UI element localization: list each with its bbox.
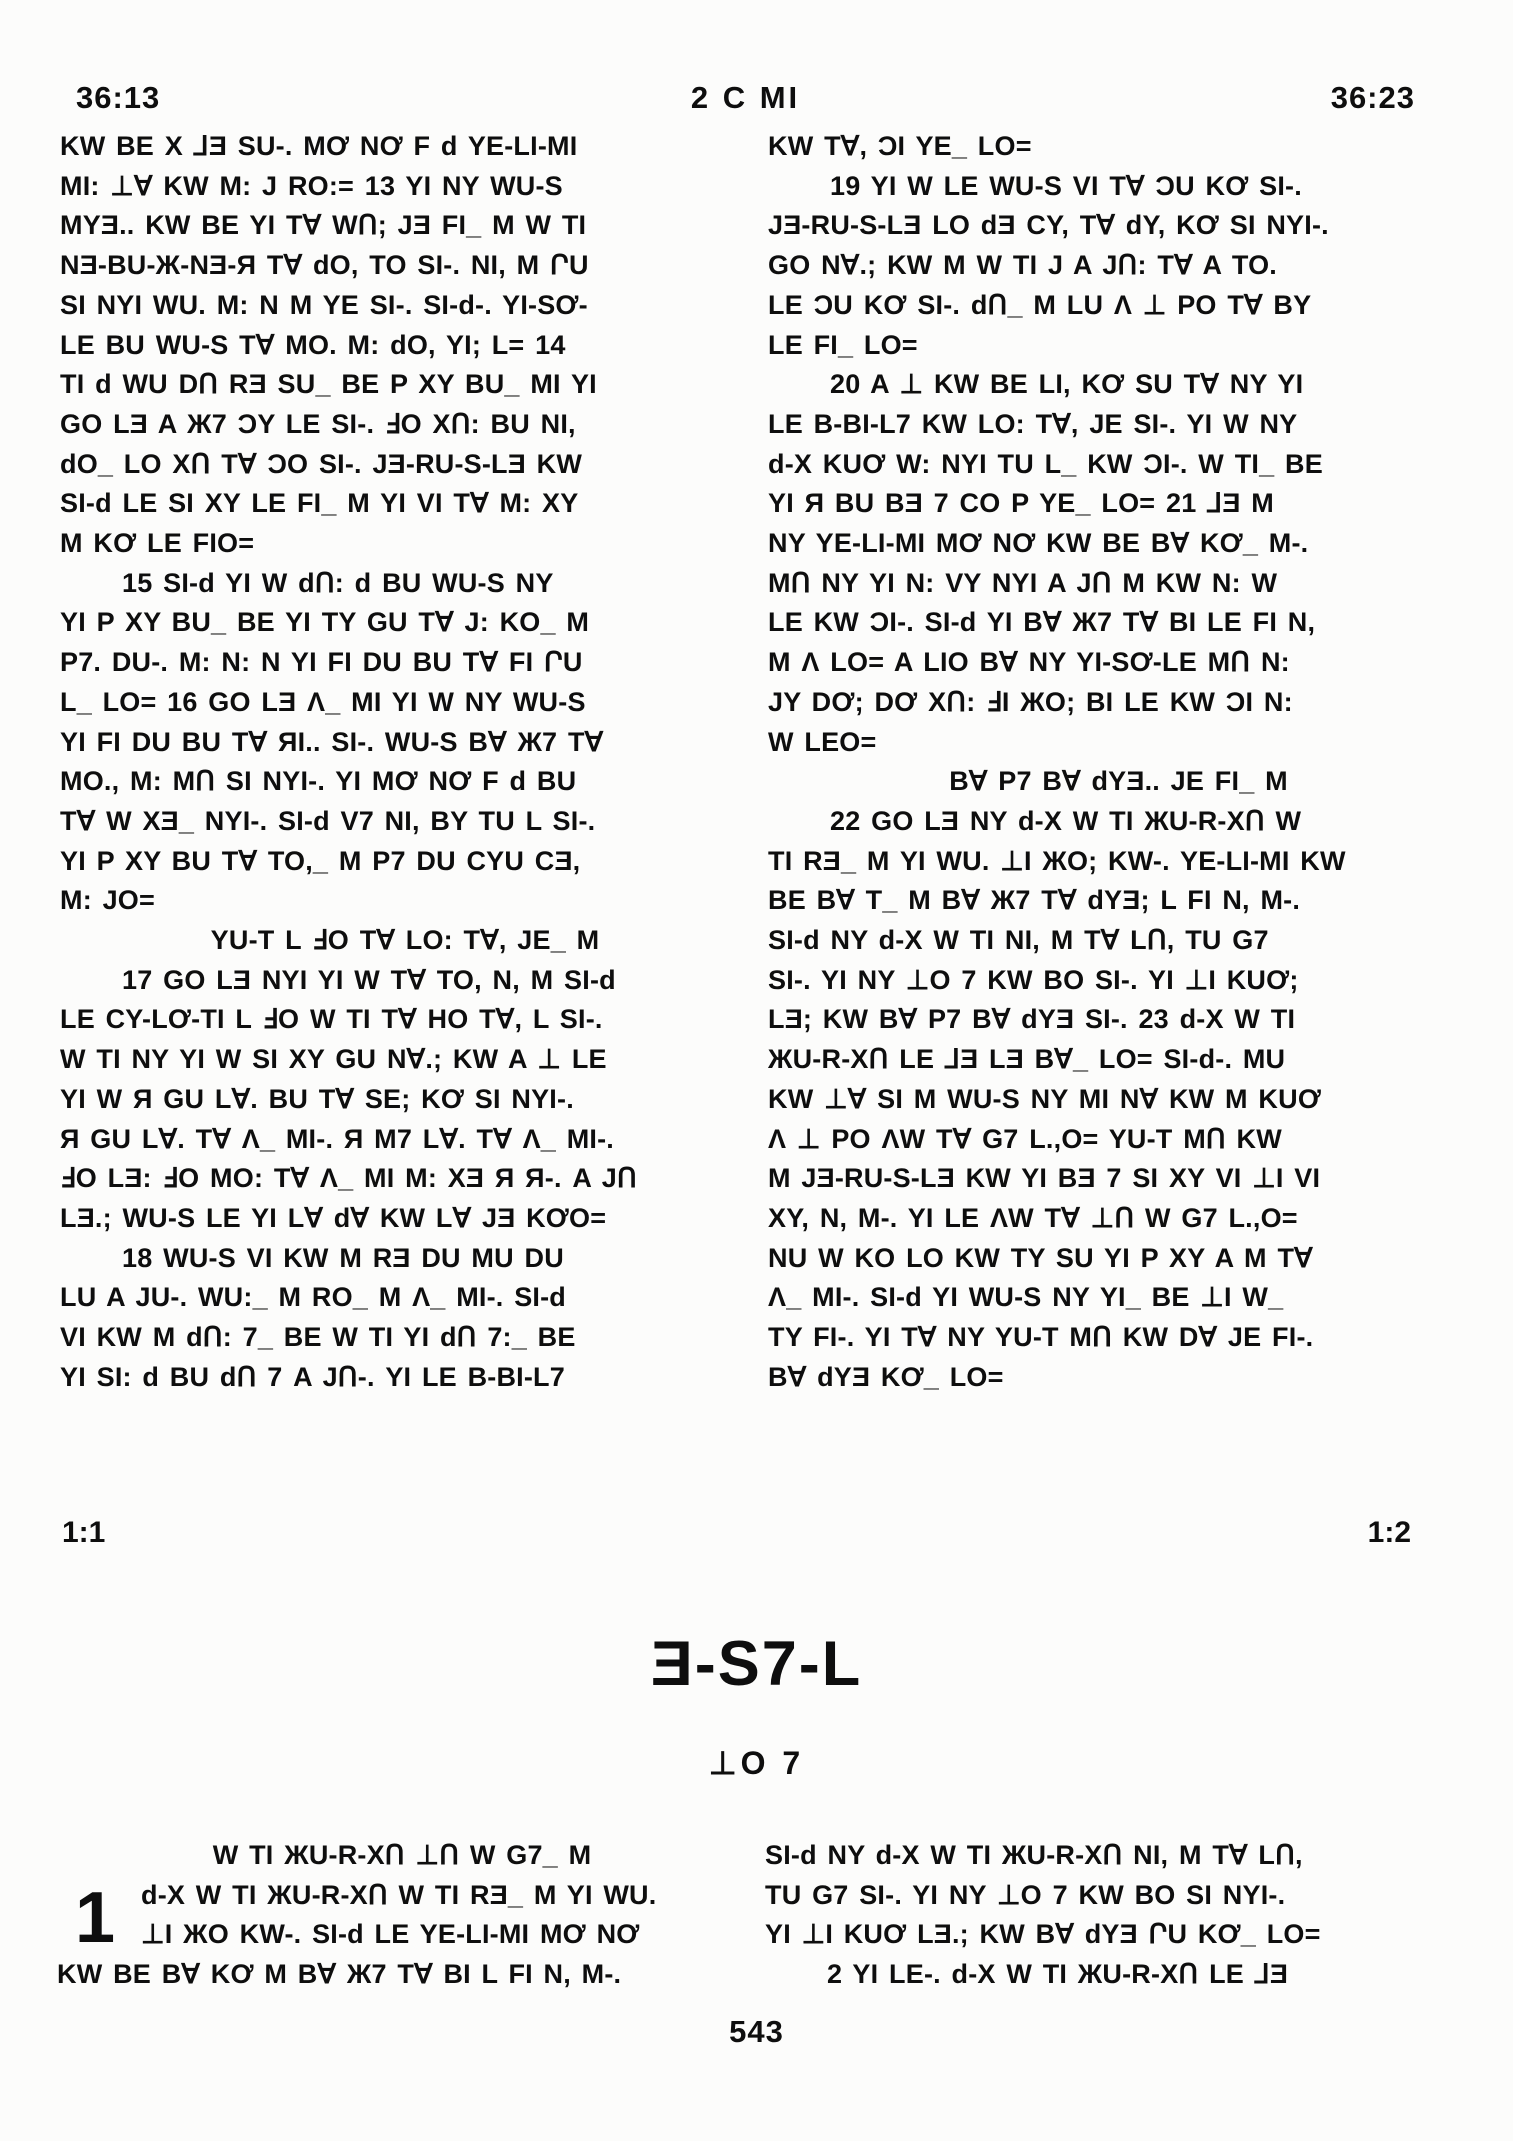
text-line: L_ LO= 16 GO LƎ Λ_ MI YI W NY WU-S xyxy=(60,686,586,717)
text-line: JY DƠ; DƠ XՈ: ℲI ЖO; BI LE KW ƆI N: xyxy=(768,686,1293,717)
text-line: NY YE-LI-MI MƠ NƠ KW BE B∀ KƠ_ M-. xyxy=(768,528,1309,559)
text-line: ЖU-R-XՈ LE ⅃Ǝ LƎ B∀_ LO= SI-d-. MU xyxy=(768,1044,1286,1075)
text-line: YI SI: d BU dՈ 7 A JՈ-. YI LE B-BI-L7 xyxy=(60,1361,565,1392)
text-line: Λ ⊥ PO ΛW T∀ G7 L.,O= YU-T MՈ KW xyxy=(768,1123,1282,1154)
header-verse-ref-right: 36:23 xyxy=(1330,80,1415,115)
text-line: M Λ LO= A LIO B∀ NY YI-SƠ-LE MՈ N: xyxy=(768,647,1290,678)
next-book-title: Ǝ-S7-L xyxy=(650,1629,863,1699)
text-line: TI RƎ_ M YI WU. ⊥I ЖO; KW-. YE-LI-MI KW xyxy=(768,845,1346,876)
text-line: 18 WU-S VI KW M RƎ DU MU DU xyxy=(122,1242,564,1273)
text-line: 17 GO LƎ NYI YI W T∀ TO, N, M SI-d xyxy=(122,964,616,995)
text-line: SI NYI WU. M: N M YE SI-. SI-d-. YI-SƠ- xyxy=(60,289,588,320)
text-line: YI ⊥I KUƠ LƎ.; KW B∀ dYƎ ՐU KƠ_ LO= xyxy=(765,1919,1321,1950)
text-line: YU-T L ℲO T∀ LO: T∀, JE_ M xyxy=(210,925,600,956)
header-verse-ref-left: 36:13 xyxy=(76,80,161,115)
text-line: LE KW ƆI-. SI-d YI B∀ Ж7 T∀ BI LE FI N, xyxy=(768,607,1316,638)
text-line: 20 A ⊥ KW BE LI, KƠ SU T∀ NY YI xyxy=(830,369,1304,400)
verse-ref-1-2: 1:2 xyxy=(1367,1516,1411,1549)
text-line: ℲO LƎ: ℲO MO: T∀ Λ_ MI M: XƎ Я Я-. A JՈ xyxy=(60,1163,637,1194)
text-line: 22 GO LƎ NY d-X W TI ЖU-R-XՈ W xyxy=(830,805,1302,836)
text-line: LE BU WU-S T∀ MO. M: dO, YI; L= 14 xyxy=(60,329,566,360)
text-line: d-X KUƠ W: NYI TU L_ KW ƆI-. W TI_ BE xyxy=(768,448,1323,479)
text-line: ⊥I ЖO KW-. SI-d LE YE-LI-MI MƠ NƠ xyxy=(141,1919,640,1950)
text-line: W TI NY YI W SI XY GU N∀.; KW A ⊥ LE xyxy=(60,1044,607,1075)
page-header xyxy=(76,80,1415,116)
text-line: B∀ dYƎ KƠ_ LO= xyxy=(768,1361,1004,1392)
next-book-subtitle: ⊥O 7 xyxy=(708,1745,805,1781)
text-line: LE ƆU KƠ SI-. dՈ_ M LU Λ ⊥ PO T∀ BY xyxy=(768,289,1312,320)
text-line: GO N∀.; KW M W TI J A JՈ: T∀ A TO. xyxy=(768,250,1277,281)
next-book-verse-refs xyxy=(62,1516,1411,1550)
text-line: KW T∀, ƆI YE_ LO= xyxy=(768,131,1032,161)
text-line: VI KW M dՈ: 7_ BE W TI YI dՈ 7:_ BE xyxy=(60,1322,576,1353)
text-line: TI d WU DՈ RƎ SU_ BE P XY BU_ MI YI xyxy=(60,369,597,400)
text-line: MI: ⊥∀ KW M: J RO:= 13 YI NY WU-S xyxy=(60,170,563,201)
text-line: TY FI-. YI T∀ NY YU-T MՈ KW D∀ JE FI-. xyxy=(768,1322,1314,1353)
body-two-columns xyxy=(60,127,1469,1398)
text-line: T∀ W XƎ_ NYI-. SI-d V7 NI, BY TU L SI-. xyxy=(60,805,596,836)
text-line: Λ_ MI-. SI-d YI WU-S NY YI_ BE ⊥I W_ xyxy=(768,1282,1284,1313)
text-line: LE B-BI-L7 KW LO: T∀, JE SI-. YI W NY xyxy=(768,408,1298,439)
text-line: XY, N, M-. YI LE ΛW T∀ ⊥Ո W G7 L.,O= xyxy=(768,1202,1298,1233)
text-line: YI W Я GU L∀. BU T∀ SE; KƠ SI NYI-. xyxy=(60,1083,574,1114)
left-column xyxy=(60,127,750,1398)
text-line: B∀ P7 B∀ dYƎ.. JE FI_ M xyxy=(949,766,1288,797)
text-line: SI-. YI NY ⊥O 7 KW BO SI-. YI ⊥I KUƠ; xyxy=(768,964,1299,995)
text-line: LU A JU-. WU:_ M RO_ M Λ_ MI-. SI-d xyxy=(60,1282,566,1313)
text-line: M KƠ LE FIO= xyxy=(60,528,255,559)
text-line: SI-d LE SI XY LE FI_ M YI VI T∀ M: XY xyxy=(60,488,579,519)
text-line: Я GU L∀. T∀ Λ_ MI-. Я M7 L∀. T∀ Λ_ MI-. xyxy=(60,1123,615,1154)
text-line: MՈ NY YI N: VY NYI A JՈ M KW N: W xyxy=(768,567,1278,598)
text-line: d-X W TI ЖU-R-XՈ W TI RƎ_ M YI WU. xyxy=(141,1879,657,1910)
next-book-right-column xyxy=(765,1836,1466,1995)
text-line: LƎ; KW B∀ P7 B∀ dYƎ SI-. 23 d-X W TI xyxy=(768,1004,1296,1035)
text-line: YI Я BU BƎ 7 CO P YE_ LO= 21 ⅃Ǝ M xyxy=(768,488,1274,519)
text-line: YI P XY BU_ BE YI TY GU T∀ J: KO_ M xyxy=(60,607,590,638)
text-line: MYƎ.. KW BE YI T∀ WՈ; JƎ FI_ M W TI xyxy=(60,210,587,241)
text-line: P7. DU-. M: N: N YI FI DU BU T∀ FI ՐU xyxy=(60,647,583,678)
text-line: GO LƎ A Ж7 ƆY LE SI-. ℲO XՈ: BU NI, xyxy=(60,408,576,439)
chapter-number-dropcap: 1 xyxy=(75,1878,116,1958)
text-line: NƎ-BU-Ж-NƎ-Я T∀ dO, TO SI-. NI, M ՐU xyxy=(60,250,589,281)
next-book-two-columns xyxy=(57,1836,1469,1995)
text-line: SI-d NY d-X W TI ЖU-R-XՈ NI, M T∀ LՈ, xyxy=(765,1840,1303,1870)
text-line: YI P XY BU T∀ TO,_ M P7 DU CYU CƎ, xyxy=(60,845,581,876)
text-line: 2 YI LE-. d-X W TI ЖU-R-XՈ LE ⅃Ǝ xyxy=(827,1959,1289,1990)
text-line: BE B∀ T_ M B∀ Ж7 T∀ dYƎ; L FI N, M-. xyxy=(768,885,1301,916)
text-line: M JƎ-RU-S-LƎ KW YI BƎ 7 SI XY VI ⊥I VI xyxy=(768,1163,1321,1194)
text-line: JƎ-RU-S-LƎ LO dƎ CY, T∀ dY, KƠ SI NYI-. xyxy=(768,210,1329,241)
text-line: dO_ LO XՈ T∀ ƆO SI-. JƎ-RU-S-LƎ KW xyxy=(60,448,583,479)
text-line: W LEO= xyxy=(768,726,877,757)
text-line: KW ⊥∀ SI M WU-S NY MI N∀ KW M KUƠ xyxy=(768,1083,1322,1114)
text-line: KW BE B∀ KƠ M B∀ Ж7 T∀ BI L FI N, M-. xyxy=(57,1959,622,1990)
text-line: YI FI DU BU T∀ ЯI.. SI-. WU-S B∀ Ж7 T∀ xyxy=(60,726,604,757)
header-book-title: 2 C MI xyxy=(690,80,801,115)
text-line: NU W KO LO KW TY SU YI P XY A M T∀ xyxy=(768,1242,1313,1273)
chapter-one-text xyxy=(57,1876,747,1995)
text-line: LE CY-LƠ-TI L ℲO W TI T∀ HO T∀, L SI-. xyxy=(60,1004,603,1035)
text-line: 15 SI-d YI W dՈ: d BU WU-S NY xyxy=(122,567,554,598)
text-line: LƎ.; WU-S LE YI L∀ d∀ KW L∀ JƎ KƠO= xyxy=(60,1202,607,1233)
text-line: LE FI_ LO= xyxy=(768,329,918,360)
text-line: MO., M: MՈ SI NYI-. YI MƠ NƠ F d BU xyxy=(60,766,577,797)
text-line: TU G7 SI-. YI NY ⊥O 7 KW BO SI NYI-. xyxy=(765,1879,1286,1910)
right-column xyxy=(768,127,1469,1398)
text-line: KW BE X ⅃Ǝ SU-. MƠ NƠ F d YE-LI-MI xyxy=(60,131,578,161)
next-book-left-column xyxy=(57,1836,747,1995)
text-line: M: JO= xyxy=(60,885,155,916)
text-line: SI-d NY d-X W TI NI, M T∀ LՈ, TU G7 xyxy=(768,925,1269,956)
text-line: 19 YI W LE WU-S VI T∀ ƆU KƠ SI-. xyxy=(830,170,1302,201)
page-number: 543 xyxy=(729,2014,784,2049)
chapter-heading: W TI ЖU-R-XՈ ⊥Ո W G7_ M xyxy=(212,1840,592,1870)
verse-ref-1-1: 1:1 xyxy=(62,1516,106,1549)
